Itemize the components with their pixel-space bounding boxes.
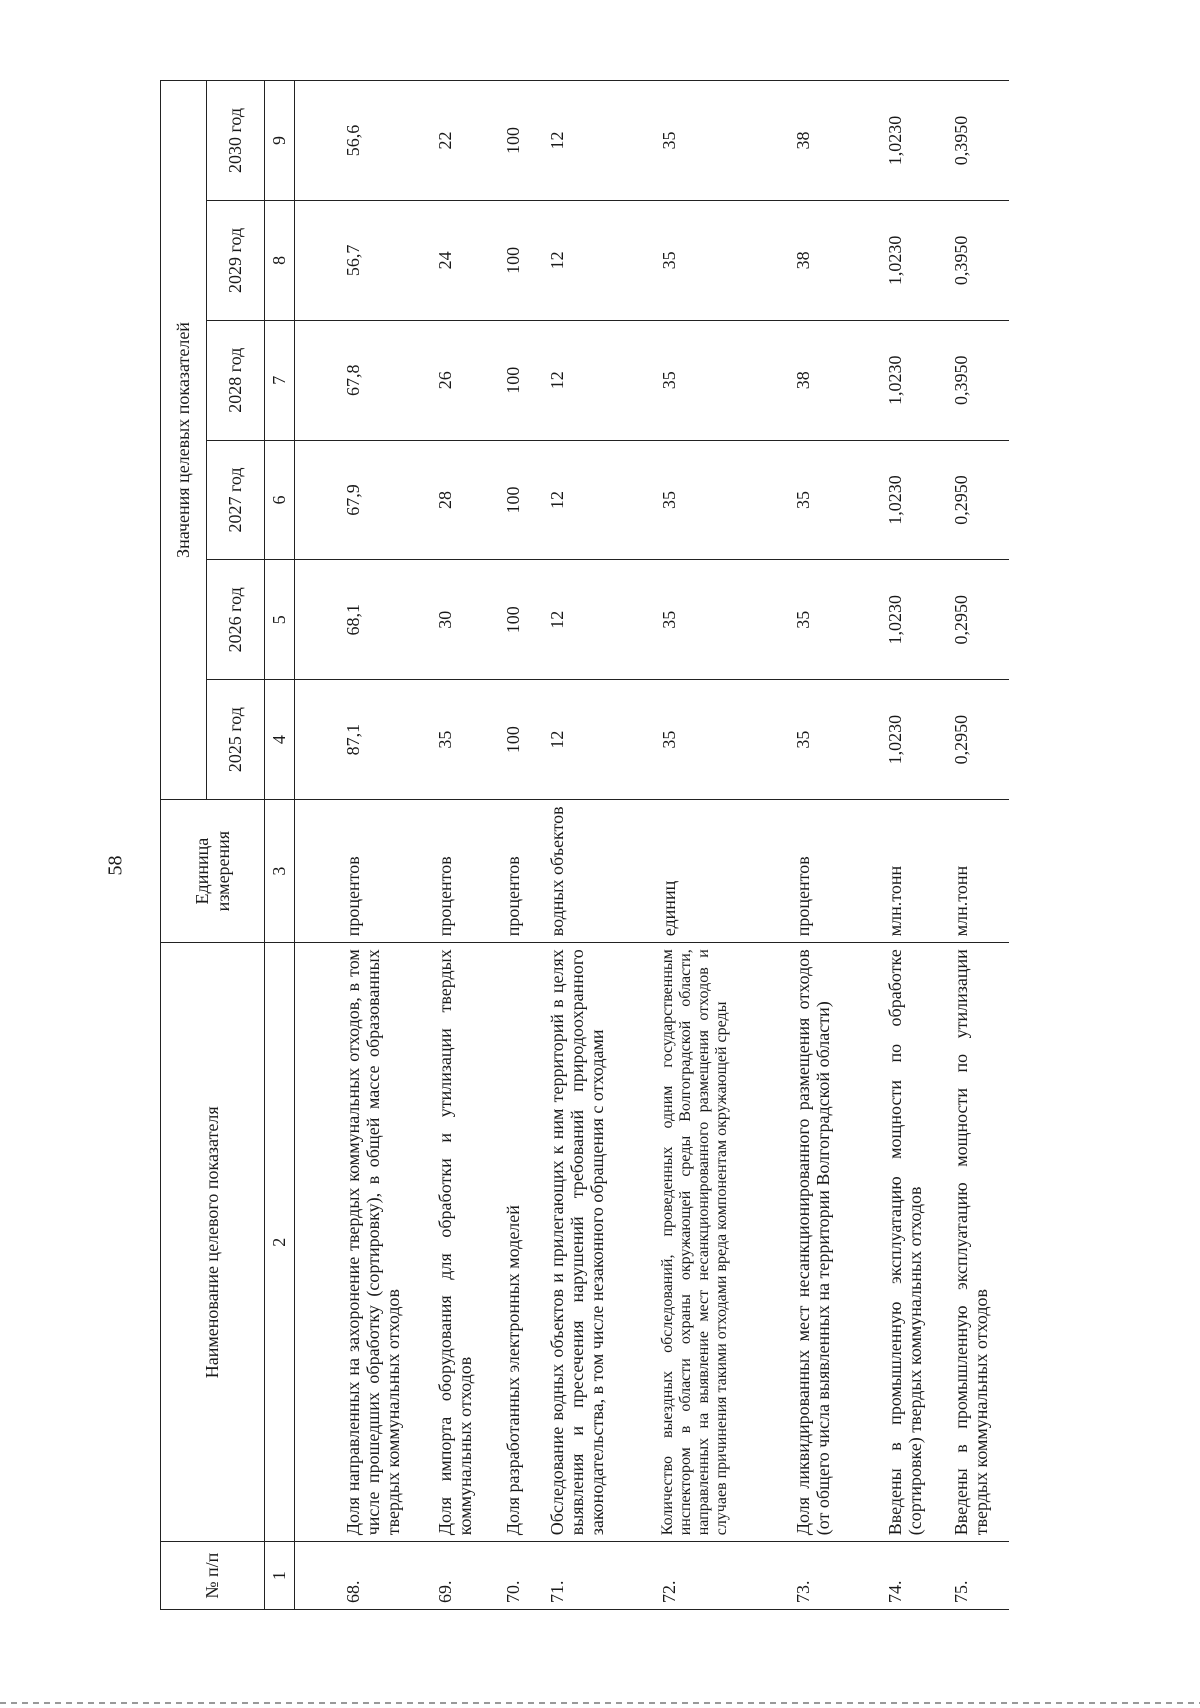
column-number: 9	[265, 81, 295, 201]
table-row	[651, 81, 785, 1610]
row-number: 72.	[651, 1542, 785, 1610]
header-year: 2027 год	[207, 440, 265, 560]
value-cell: 22	[427, 81, 495, 201]
row-number: 75.	[943, 1542, 1009, 1610]
value-cell: 12	[539, 81, 651, 201]
indicator-name: Введены в промышленную эксплуатацию мощности по утилизации твердых коммунальных отходов	[943, 943, 1009, 1542]
row-number: 68.	[335, 1542, 427, 1610]
value-cell: 0,3950	[943, 320, 1009, 440]
value-cell: 26	[427, 320, 495, 440]
row-number: 71.	[539, 1542, 651, 1610]
row-number: 69.	[427, 1542, 495, 1610]
value-cell: 38	[785, 81, 877, 201]
value-cell: 100	[495, 680, 539, 800]
unit-of-measure: водных объектов	[539, 799, 651, 942]
rotated-table-container	[160, 80, 1060, 1610]
target-indicators-table	[160, 80, 1009, 1610]
indicator-name: Введены в промышленную эксплуатацию мощности по обработке (сортировке) твердых коммунальных отходов	[877, 943, 943, 1542]
header-num: № п/п	[161, 1542, 265, 1610]
page-number: 58	[104, 855, 127, 876]
unit-of-measure: млн.тонн	[943, 799, 1009, 942]
header-year: 2026 год	[207, 560, 265, 680]
unit-of-measure: процентов	[495, 799, 539, 942]
indicator-name: Количество выездных обследований, проведенных одним государственным инспектором в области охраны окружающей среды Волгоградской области, направленных на выявление мест несанкционированного размещения отходов и случаев причинения такими отходами вреда компонентам окружающей среды	[651, 943, 785, 1542]
table-row	[877, 81, 943, 1610]
table-row	[539, 81, 651, 1610]
value-cell: 1,0230	[877, 320, 943, 440]
unit-of-measure: единиц	[651, 799, 785, 942]
header-year: 2029 год	[207, 201, 265, 321]
value-cell: 87,1	[335, 680, 427, 800]
value-cell: 100	[495, 201, 539, 321]
value-cell: 35	[651, 560, 785, 680]
value-cell: 12	[539, 560, 651, 680]
value-cell: 24	[427, 201, 495, 321]
unit-of-measure: процентов	[335, 799, 427, 942]
unit-of-measure: процентов	[785, 799, 877, 942]
value-cell: 0,2950	[943, 680, 1009, 800]
value-cell: 12	[539, 201, 651, 321]
value-cell: 35	[785, 560, 877, 680]
value-cell: 35	[651, 440, 785, 560]
value-cell: 35	[651, 320, 785, 440]
value-cell: 68,1	[335, 560, 427, 680]
value-cell: 1,0230	[877, 81, 943, 201]
column-number: 2	[265, 943, 295, 1542]
header-unit: Единица измерения	[161, 799, 265, 942]
value-cell: 100	[495, 81, 539, 201]
header-values: Значения целевых показателей	[161, 81, 207, 800]
scan-edge-artifact	[0, 1702, 1200, 1704]
table-row	[335, 81, 427, 1610]
value-cell: 35	[785, 680, 877, 800]
value-cell: 35	[651, 201, 785, 321]
indicator-name: Доля ликвидированных мест несанкционированного размещения отходов (от общего числа выявленных на территории Волгоградской области)	[785, 943, 877, 1542]
value-cell: 30	[427, 560, 495, 680]
value-cell: 1,0230	[877, 201, 943, 321]
value-cell: 12	[539, 440, 651, 560]
value-cell: 67,8	[335, 320, 427, 440]
table-row	[495, 81, 539, 1610]
value-cell: 12	[539, 680, 651, 800]
unit-of-measure: процентов	[427, 799, 495, 942]
column-number: 6	[265, 440, 295, 560]
value-cell: 100	[495, 560, 539, 680]
value-cell: 12	[539, 320, 651, 440]
indicator-name: Доля разработанных электронных моделей	[495, 943, 539, 1542]
column-number: 3	[265, 799, 295, 942]
value-cell: 35	[651, 680, 785, 800]
value-cell: 100	[495, 320, 539, 440]
value-cell: 56,6	[335, 81, 427, 201]
value-cell: 35	[427, 680, 495, 800]
value-cell: 35	[651, 81, 785, 201]
table-row	[943, 81, 1009, 1610]
column-number: 8	[265, 201, 295, 321]
table-row	[785, 81, 877, 1610]
value-cell: 38	[785, 201, 877, 321]
value-cell: 38	[785, 320, 877, 440]
value-cell: 1,0230	[877, 440, 943, 560]
value-cell: 56,7	[335, 201, 427, 321]
column-number: 5	[265, 560, 295, 680]
value-cell: 0,2950	[943, 560, 1009, 680]
value-cell: 35	[785, 440, 877, 560]
value-cell: 1,0230	[877, 560, 943, 680]
value-cell: 28	[427, 440, 495, 560]
column-number: 7	[265, 320, 295, 440]
value-cell: 0,2950	[943, 440, 1009, 560]
value-cell: 0,3950	[943, 81, 1009, 201]
value-cell: 100	[495, 440, 539, 560]
column-number: 4	[265, 680, 295, 800]
value-cell: 67,9	[335, 440, 427, 560]
header-year: 2025 год	[207, 680, 265, 800]
header-year: 2030 год	[207, 81, 265, 201]
value-cell: 0,3950	[943, 201, 1009, 321]
header-year: 2028 год	[207, 320, 265, 440]
unit-of-measure: млн.тонн	[877, 799, 943, 942]
indicator-name: Обследование водных объектов и прилегающих к ним территорий в целях выявления и пресечения нарушений требований природоохранного законодательства, в том числе незаконного обращения с отходами	[539, 943, 651, 1542]
row-number: 70.	[495, 1542, 539, 1610]
header-name: Наименование целевого показателя	[161, 943, 265, 1542]
value-cell: 1,0230	[877, 680, 943, 800]
row-number: 74.	[877, 1542, 943, 1610]
indicator-name: Доля импорта оборудования для обработки и утилизации твердых коммунальных отходов	[427, 943, 495, 1542]
table-row	[427, 81, 495, 1610]
row-number: 73.	[785, 1542, 877, 1610]
indicator-name: Доля направленных на захоронение твердых коммунальных отходов, в том числе прошедших обработку (сортировку), в общей массе образованных твердых коммунальных отходов	[335, 943, 427, 1542]
column-number: 1	[265, 1542, 295, 1610]
